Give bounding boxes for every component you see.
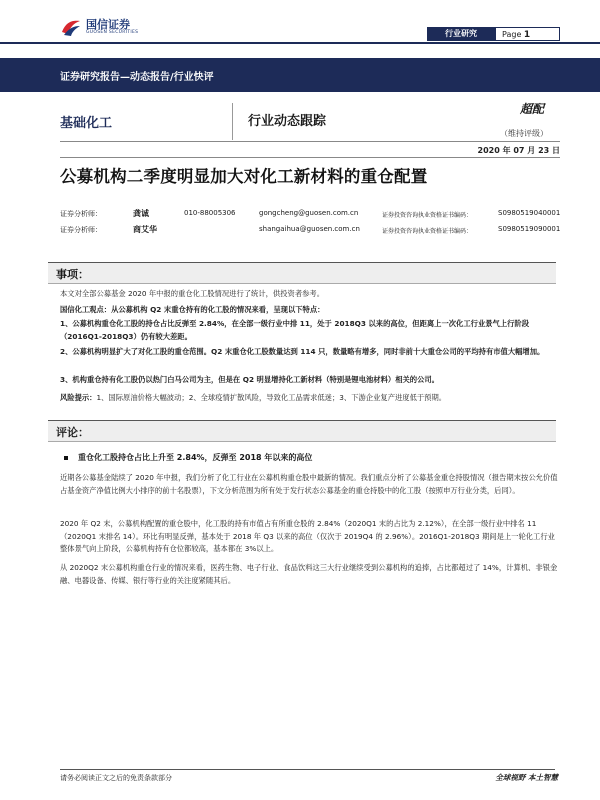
section-header-events: [48, 262, 556, 284]
page-indicator: [495, 27, 560, 41]
brand-name-cn: 国信证券: [86, 18, 130, 31]
header-divider: [0, 42, 600, 44]
rating: 超配: [520, 102, 545, 116]
point-1: 1、公募机构重仓化工股的持仓占比反弹至 2.84%，在全部一级行业中排 11，处于 2018Q3 以来的高位，但距离上一次化工行业景气上行阶段（2016Q1-2018Q3）仍有较大差距。: [60, 319, 530, 341]
risk-text: 1、国际原油价格大幅波动；2、全球疫情扩散风险，导致化工品需求低迷；3、下游企业复产进度低于预期。: [96, 393, 447, 402]
section-title: 评论：: [56, 426, 89, 439]
analyst-phone: 010-88005306: [184, 209, 236, 217]
footer-divider: [60, 769, 555, 770]
report-title: 公募机构二季度明显加大对化工新材料的重仓配置: [60, 167, 428, 186]
divider: [60, 141, 560, 142]
viewpoint-text: 从公募机构 Q2 末重仓持有的化工股的情况来看，呈现以下特点：: [111, 305, 325, 314]
analyst-name: [133, 224, 157, 235]
analyst-email[interactable]: shangaihua@guosen.com.cn: [259, 225, 360, 233]
analyst-cert-label: 证券投资咨询执业资格证书编码：: [382, 228, 473, 235]
rating-note: （维持评级）: [500, 129, 548, 138]
guosen-logo-icon: [60, 16, 82, 38]
report-category: 证券研究报告—动态报告/行业快评: [60, 72, 214, 83]
sub-heading-text: 重仓化工股持仓占比上升至 2.84%，反弹至 2018 年以来的高位: [78, 453, 313, 462]
intro-paragraph: 本文对全部公募基金 2020 年中报的重仓化工股情况进行了统计，供投资者参考。: [60, 289, 325, 298]
analyst-name-text: 商艾华: [133, 225, 157, 234]
meta-divider: [232, 103, 233, 140]
point-3: 3、机构重仓持有化工股仍以热门白马公司为主，但是在 Q2 明显增持化工新材料（特别是锂电池材料）相关的公司。: [60, 375, 439, 384]
analyst-email[interactable]: gongcheng@guosen.com.cn: [259, 209, 359, 217]
analyst-role: 证券分析师：: [60, 210, 102, 218]
viewpoint-paragraph: [60, 304, 560, 317]
analyst-cert: S0980519040001: [498, 209, 561, 217]
body-paragraph: 从 2020Q2 末公募机构重仓行业的情况来看，医药生物、电子行业、食品饮料这三大行业继续受到公募机构的追捧，占比都超过了 14%，计算机、非银金融、电器设备、传媒、银行等行业的关注度紧随其后。: [60, 563, 558, 585]
viewpoint-label: 国信化工观点：: [60, 305, 112, 314]
category-tag: 行业研究: [427, 27, 495, 41]
report-type: 行业动态跟踪: [248, 114, 327, 129]
risk-paragraph: [60, 392, 560, 405]
footer-disclaimer: 请务必阅读正文之后的免责条款部分: [60, 774, 172, 782]
footer-slogan: 全球视野 本土智慧: [495, 773, 558, 782]
sub-heading: [64, 452, 312, 463]
analyst-cert: S0980519090001: [498, 225, 561, 233]
point-2: 2、公募机构明显扩大了对化工股的重仓范围。Q2 末重仓化工股数量达到 114 只，数量略有增多，同时非前十大重仓公司的平均持有市值大幅增加。: [60, 347, 545, 356]
divider: [60, 157, 560, 158]
page-label: Page: [502, 30, 522, 39]
section-header-comments: [48, 420, 556, 442]
report-date: 2020 年 07 月 23 日: [477, 146, 560, 155]
sector-label: 基础化工: [60, 116, 113, 131]
analyst-role: 证券分析师：: [60, 226, 102, 234]
page-number: 1: [523, 30, 531, 40]
body-paragraph: 近期各公募基金陆续了 2020 年中报，我们分析了化工行业在公募机构重仓股中最新的情况。我们重点分析了公募基金重仓持股情况（报告期末按公允价值占基金资产净值比例大小排序的前十名股票），下文分析范围为所有处于发行状态公募基金的重仓持股中的化工股（按照申万行业分类，后同）。: [60, 473, 558, 495]
brand-name-en: GUOSEN SECURITIES: [86, 30, 139, 35]
section-title: 事项：: [56, 268, 89, 281]
square-bullet-icon: [64, 456, 68, 460]
analyst-name: [133, 208, 149, 219]
brand-logo: [60, 14, 180, 40]
body-paragraph: 2020 年 Q2 末，公募机构配置的重仓股中，化工股的持有市值占有所重仓股的 2.84%（2020Q1 末的占比为 2.12%），在全部一级行业中排名 11（2020Q1 末排名 14）。环比有明显反弹，基本处于 2018 年 Q3 以来的高位（仅次于 2019Q4 的 2.96%）。2016Q1-2018Q3 期间是上一轮化工行业整体景气向上阶段，公募机构持有仓位都较高，基本都在 3%以上。: [60, 519, 555, 553]
risk-label: 风险提示：: [60, 393, 97, 402]
analyst-cert-label: 证券投资咨询执业资格证书编码：: [382, 212, 473, 219]
analyst-name-text: 龚诚: [133, 209, 149, 218]
